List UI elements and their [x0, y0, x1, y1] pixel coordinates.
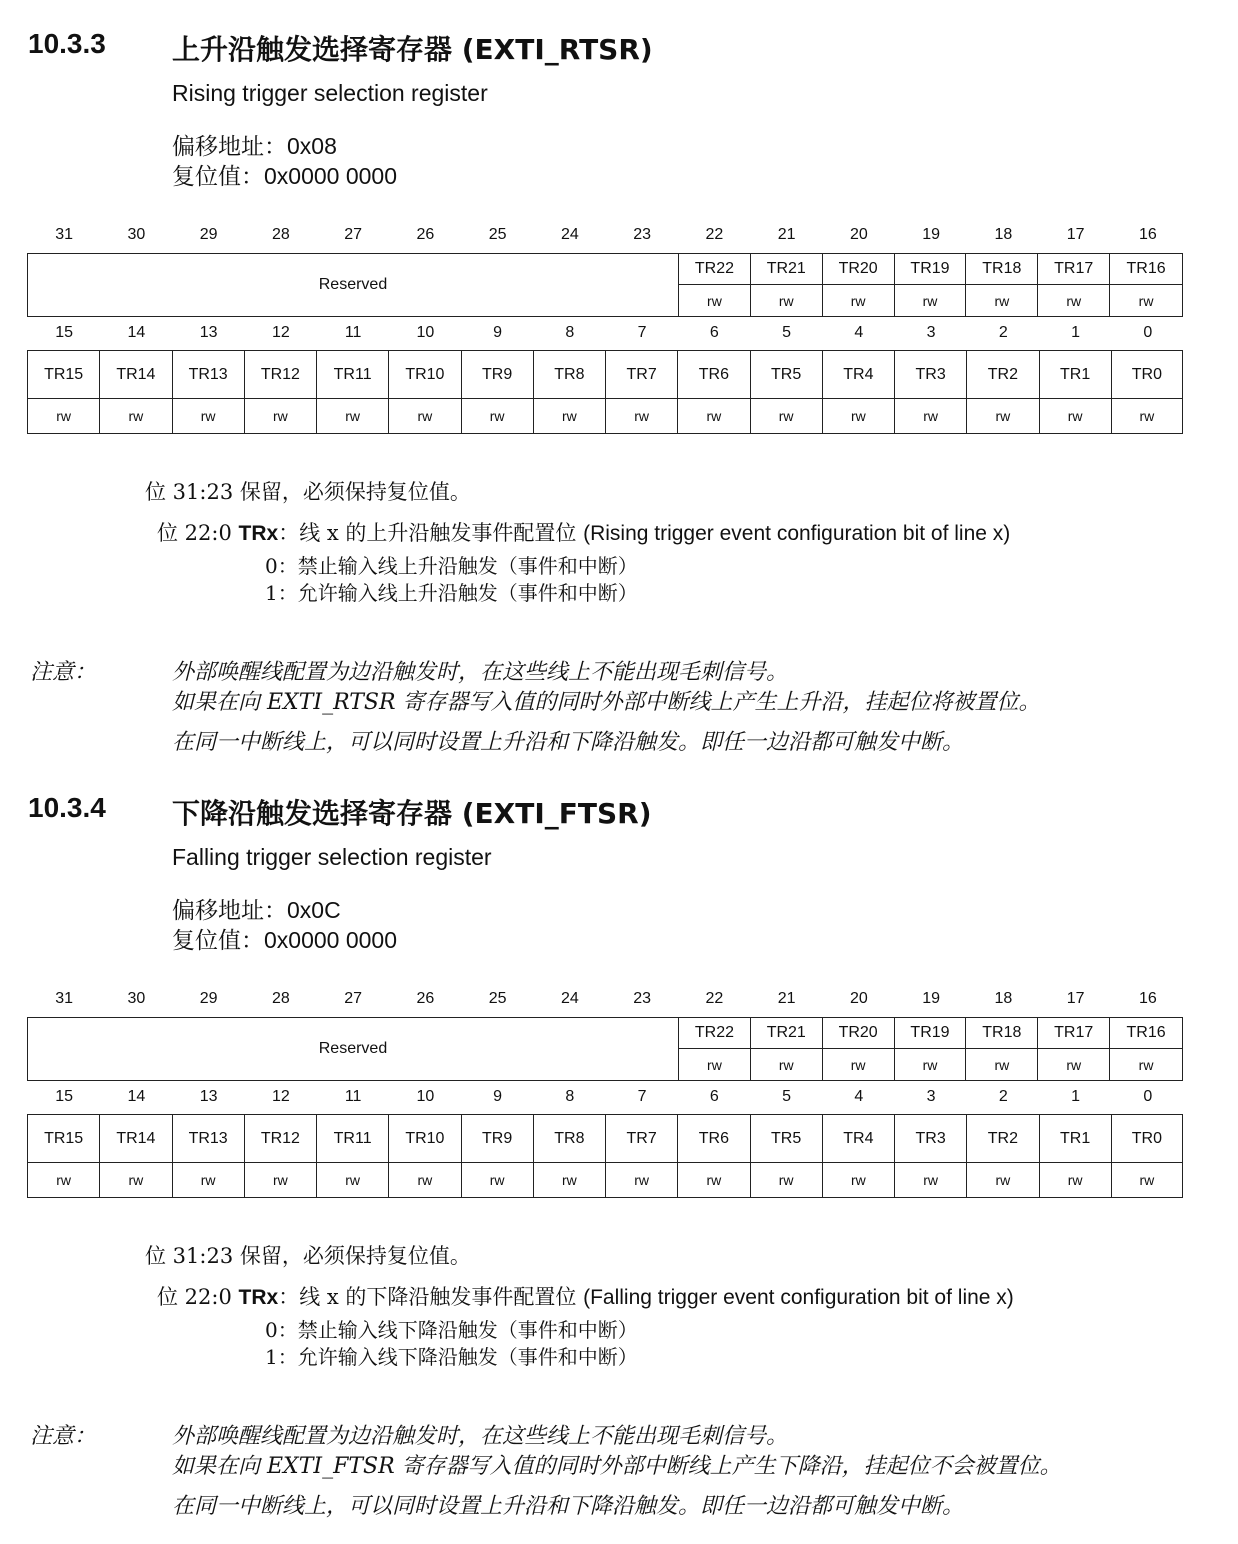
note-line: 在同一中断线上，可以同时设置上升沿和下降沿触发。即任一边沿都可触发中断。: [172, 730, 965, 755]
bit-number: 2: [998, 1088, 1008, 1105]
bit-number: 30: [127, 226, 146, 243]
field-name: TR7: [605, 351, 677, 399]
register-section: [0, 764, 1238, 1534]
field-name: TR4: [822, 1115, 894, 1163]
note-line: 外部唤醒线配置为边沿触发时，在这些线上不能出现毛刺信号。: [172, 660, 789, 685]
field-name: TR21: [751, 1018, 823, 1049]
field-name: TR10: [388, 1115, 460, 1163]
field-name: TR22: [679, 254, 751, 285]
bit-number: 9: [493, 324, 503, 341]
access-type: rw: [316, 1163, 388, 1197]
access-type: rw: [172, 1163, 244, 1197]
bit-number: 17: [1066, 226, 1085, 243]
access-type: rw: [823, 1049, 895, 1080]
bit-number: 8: [565, 324, 575, 341]
bit-numbers-high: [28, 990, 1184, 1012]
access-type: rw: [244, 399, 316, 433]
field-name: TR14: [99, 351, 171, 399]
field-name: TR0: [1111, 1115, 1183, 1163]
field-name: TR10: [388, 351, 460, 399]
bit-number: 23: [633, 226, 652, 243]
bit-number: 25: [488, 226, 507, 243]
bit-number: 0: [1143, 1088, 1153, 1105]
bit-number: 27: [344, 990, 363, 1007]
bit-number: 6: [709, 324, 719, 341]
bit-number: 4: [854, 324, 864, 341]
field-name: TR1: [1039, 1115, 1111, 1163]
section-subtitle: Rising trigger selection register: [172, 80, 488, 106]
bit-number: 11: [344, 1088, 362, 1105]
access-type: rw: [533, 399, 605, 433]
high-fields: [679, 254, 1182, 316]
section-title: 下降沿触发选择寄存器 (EXTI_FTSR): [172, 797, 652, 830]
bit-number: 15: [55, 1088, 74, 1105]
register-section: [0, 0, 1238, 770]
bit-number: 16: [1138, 990, 1157, 1007]
field-name: TR22: [679, 1018, 751, 1049]
bit-number: 1: [1071, 1088, 1081, 1105]
field-name: TR13: [172, 1115, 244, 1163]
reserved-field: Reserved: [28, 1018, 679, 1080]
access-type: rw: [751, 285, 823, 316]
access-type: rw: [966, 399, 1038, 433]
access-type: rw: [894, 1163, 966, 1197]
option-0: 0：禁止输入线上升沿触发（事件和中断）: [265, 554, 638, 578]
field-name: TR19: [895, 254, 967, 285]
field-name: TR7: [605, 1115, 677, 1163]
field-name: TR5: [750, 1115, 822, 1163]
access-type: rw: [822, 399, 894, 433]
bit-number: 25: [488, 990, 507, 1007]
access-type: rw: [679, 285, 751, 316]
bit-number: 14: [127, 324, 146, 341]
offset-address: 偏移地址：0x08: [172, 133, 337, 160]
bit-number: 5: [782, 1088, 792, 1105]
bit-number: 11: [344, 324, 362, 341]
bit-number: 18: [994, 226, 1013, 243]
access-type: rw: [1038, 285, 1110, 316]
bit-number: 0: [1143, 324, 1153, 341]
access-type: rw: [895, 1049, 967, 1080]
access-type: rw: [461, 1163, 533, 1197]
bit-number: 4: [854, 1088, 864, 1105]
field-name: TR19: [895, 1018, 967, 1049]
bit-number: 7: [637, 1088, 647, 1105]
bit-numbers-low: [28, 1088, 1184, 1110]
bit-number: 10: [416, 324, 435, 341]
bit-number: 16: [1138, 226, 1157, 243]
section-title: 上升沿触发选择寄存器 (EXTI_RTSR): [172, 33, 653, 66]
offset-address: 偏移地址：0x0C: [172, 897, 341, 924]
bit-number: 20: [849, 990, 868, 1007]
access-type: rw: [99, 1163, 171, 1197]
field-name: TR21: [751, 254, 823, 285]
bit-number: 13: [199, 324, 218, 341]
bit-number: 29: [199, 226, 218, 243]
field-name: TR18: [966, 1018, 1038, 1049]
field-name: TR11: [316, 351, 388, 399]
high-fields: [679, 1018, 1182, 1080]
bit-numbers-high: [28, 226, 1184, 248]
bit31-description: 位 31:23 保留，必须保持复位值。: [145, 480, 471, 504]
access-type: rw: [750, 399, 822, 433]
access-type: rw: [27, 399, 99, 433]
field-name: TR6: [677, 351, 749, 399]
bit-number: 27: [344, 226, 363, 243]
field-name: TR15: [27, 1115, 99, 1163]
access-type: rw: [99, 399, 171, 433]
field-name: TR18: [966, 254, 1038, 285]
bit-number: 24: [560, 990, 579, 1007]
bit-number: 15: [55, 324, 74, 341]
access-type: rw: [823, 285, 895, 316]
field-name: TR8: [533, 351, 605, 399]
access-type: rw: [677, 1163, 749, 1197]
field-name: TR15: [27, 351, 99, 399]
field-name: TR8: [533, 1115, 605, 1163]
field-name: TR12: [244, 1115, 316, 1163]
access-type: rw: [388, 399, 460, 433]
note-label: 注意：: [30, 660, 97, 685]
register-high-half: [27, 1017, 1183, 1081]
access-type: rw: [1039, 399, 1111, 433]
bit-number: 3: [926, 1088, 936, 1105]
bit-number: 28: [271, 226, 290, 243]
bit-number: 31: [55, 226, 74, 243]
bit-number: 2: [998, 324, 1008, 341]
field-name: TR6: [677, 1115, 749, 1163]
access-type: rw: [1138, 292, 1154, 309]
bit-number: 10: [416, 1088, 435, 1105]
field-name: TR12: [244, 351, 316, 399]
reset-value: 复位值：0x0000 0000: [172, 927, 398, 954]
section-number: 10.3.4: [28, 792, 106, 823]
field-name: TR16: [1110, 1018, 1182, 1049]
note-line: 在同一中断线上，可以同时设置上升沿和下降沿触发。即任一边沿都可触发中断。: [172, 1494, 965, 1519]
bit-number: 19: [922, 226, 941, 243]
field-name: TR17: [1038, 1018, 1110, 1049]
access-type: rw: [966, 1163, 1038, 1197]
access-type: rw: [822, 1163, 894, 1197]
bit22-description: 位 22:0 TRx：线 x 的下降沿触发事件配置位 (Falling trigger event configuration bit of line x): [157, 1285, 1014, 1309]
access-type: rw: [679, 1049, 751, 1080]
access-type: rw: [751, 1049, 823, 1080]
access-type: rw: [677, 399, 749, 433]
bit-number: 12: [271, 324, 290, 341]
bit-number: 21: [777, 226, 796, 243]
access-type: rw: [316, 399, 388, 433]
field-name: TR3: [894, 351, 966, 399]
bit-number: 3: [926, 324, 936, 341]
option-0: 0：禁止输入线下降沿触发（事件和中断）: [265, 1318, 638, 1342]
field-name: TR11: [316, 1115, 388, 1163]
bit-number: 31: [55, 990, 74, 1007]
bit-number: 24: [560, 226, 579, 243]
bit-number: 19: [922, 990, 941, 1007]
access-type: rw: [895, 285, 967, 316]
bit-number: 13: [199, 1088, 218, 1105]
bit-number: 29: [199, 990, 218, 1007]
register-high-half: [27, 253, 1183, 317]
field-name: TR1: [1039, 351, 1111, 399]
bit22-description: 位 22:0 TRx：线 x 的上升沿触发事件配置位 (Rising trigger event configuration bit of line x): [157, 521, 1011, 545]
reset-value: 复位值：0x0000 0000: [172, 163, 398, 190]
field-name: TR9: [461, 351, 533, 399]
bit-number: 22: [705, 990, 724, 1007]
access-type: rw: [750, 1163, 822, 1197]
register-low-half: [27, 1114, 1183, 1198]
access-type: rw: [966, 1049, 1038, 1080]
access-type: rw: [388, 1163, 460, 1197]
access-type: rw: [966, 285, 1038, 316]
access-type: rw: [1038, 1049, 1110, 1080]
access-type: rw: [1039, 1163, 1111, 1197]
note-label: 注意：: [30, 1424, 97, 1449]
access-type: rw: [244, 1163, 316, 1197]
field-name: TR17: [1038, 254, 1110, 285]
bit-number: 20: [849, 226, 868, 243]
option-1: 1：允许输入线上升沿触发（事件和中断）: [265, 581, 638, 605]
bit-number: 26: [416, 226, 435, 243]
access-type: rw: [1111, 399, 1183, 433]
field-name: TR20: [823, 254, 895, 285]
bit-number: 7: [637, 324, 647, 341]
bit-number: 21: [777, 990, 796, 1007]
field-name: TR16: [1110, 254, 1182, 285]
bit-numbers-low: [28, 324, 1184, 346]
section-subtitle: Falling trigger selection register: [172, 844, 492, 870]
field-name: TR0: [1111, 351, 1183, 399]
access-type: rw: [461, 399, 533, 433]
field-name: TR20: [823, 1018, 895, 1049]
bit-number: 22: [705, 226, 724, 243]
note-line: 如果在向 EXTI_FTSR 寄存器写入值的同时外部中断线上产生下降沿，挂起位不会被置位。: [172, 1454, 1062, 1479]
bit-number: 1: [1071, 324, 1081, 341]
field-name: TR9: [461, 1115, 533, 1163]
field-name: TR5: [750, 351, 822, 399]
bit-number: 12: [271, 1088, 290, 1105]
section-number: 10.3.3: [28, 28, 106, 59]
access-type: rw: [894, 399, 966, 433]
note-line: 如果在向 EXTI_RTSR 寄存器写入值的同时外部中断线上产生上升沿，挂起位将被置位。: [172, 690, 1041, 715]
access-type: rw: [27, 1163, 99, 1197]
field-name: TR14: [99, 1115, 171, 1163]
access-type: rw: [172, 399, 244, 433]
bit-number: 26: [416, 990, 435, 1007]
bit-number: 30: [127, 990, 146, 1007]
bit-number: 23: [633, 990, 652, 1007]
note-line: 外部唤醒线配置为边沿触发时，在这些线上不能出现毛刺信号。: [172, 1424, 789, 1449]
access-type: rw: [1111, 1163, 1183, 1197]
access-type: rw: [1138, 1056, 1154, 1073]
field-name: TR2: [966, 1115, 1038, 1163]
bit-number: 17: [1066, 990, 1085, 1007]
access-type: rw: [533, 1163, 605, 1197]
bit-number: 8: [565, 1088, 575, 1105]
bit31-description: 位 31:23 保留，必须保持复位值。: [145, 1244, 471, 1268]
access-type: rw: [605, 1163, 677, 1197]
register-low-half: [27, 350, 1183, 434]
option-1: 1：允许输入线下降沿触发（事件和中断）: [265, 1345, 638, 1369]
field-name: TR13: [172, 351, 244, 399]
field-name: TR4: [822, 351, 894, 399]
bit-number: 5: [782, 324, 792, 341]
bit-number: 28: [271, 990, 290, 1007]
bit-number: 14: [127, 1088, 146, 1105]
field-name: TR2: [966, 351, 1038, 399]
reserved-field: Reserved: [28, 254, 679, 316]
bit-number: 6: [709, 1088, 719, 1105]
access-type: rw: [605, 399, 677, 433]
field-name: TR3: [894, 1115, 966, 1163]
bit-number: 9: [493, 1088, 503, 1105]
bit-number: 18: [994, 990, 1013, 1007]
